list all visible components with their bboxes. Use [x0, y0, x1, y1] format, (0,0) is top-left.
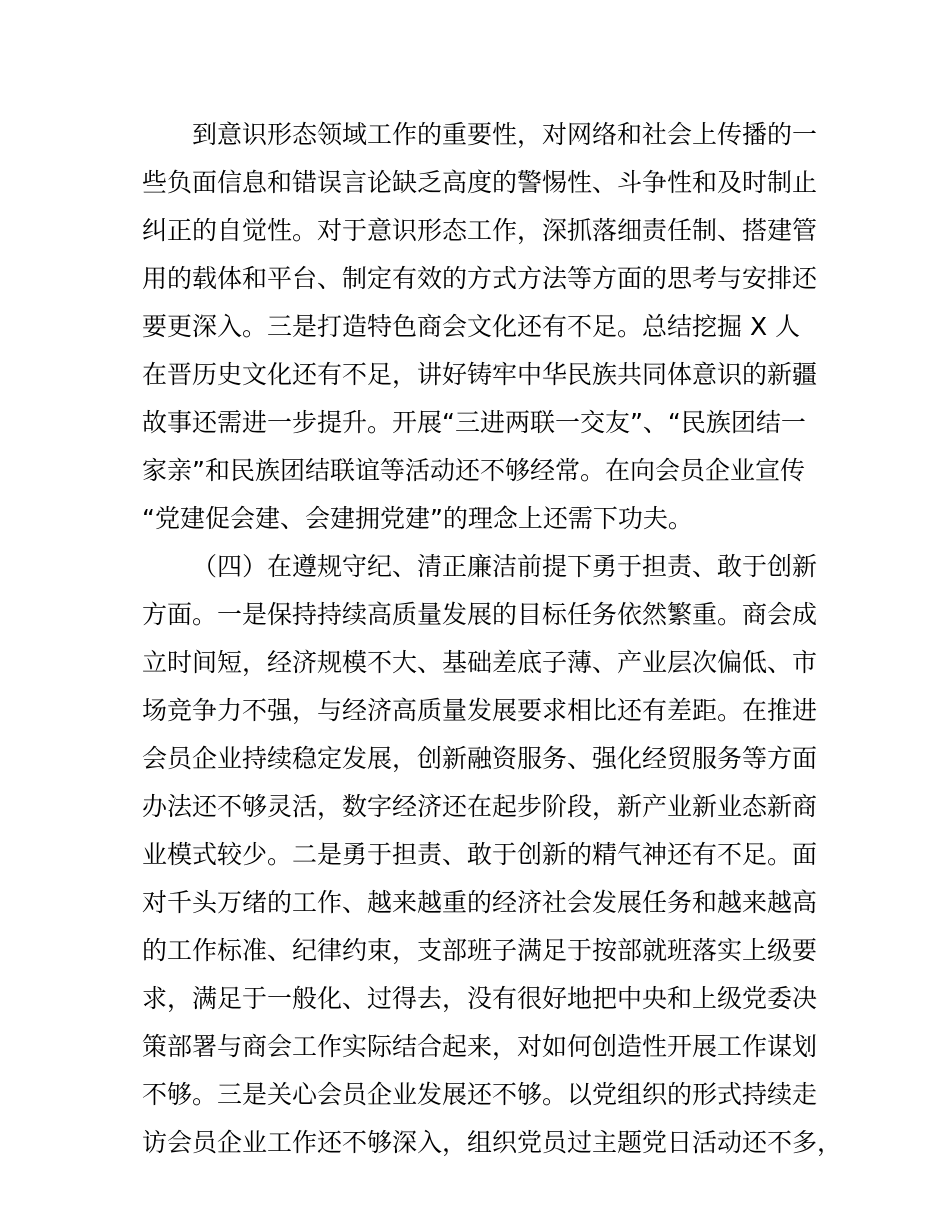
paragraph-2-line-10: 求，满足于一般化、过得去，没有很好地把中央和上级党委决 [142, 984, 818, 1013]
paragraph-2-line-6: 办法还不够灵活，数字经济还在起步阶段，新产业新业态新商 [142, 792, 818, 821]
paragraph-2-line-8: 对千头万绪的工作、越来越重的经济社会发展任务和越来越高 [142, 888, 818, 917]
paragraph-1-line-1: 到意识形态领域工作的重要性，对网络和社会上传播的一 [192, 120, 818, 149]
paragraph-2-line-11: 策部署与商会工作实际结合起来，对如何创造性开展工作谋划 [142, 1032, 818, 1061]
paragraph-2-line-2: 方面。一是保持持续高质量发展的目标任务依然繁重。商会成 [142, 600, 818, 629]
paragraph-2-line-1: （四）在遵规守纪、清正廉洁前提下勇于担责、敢于创新 [192, 552, 818, 581]
paragraph-1-line-6: 在晋历史文化还有不足，讲好铸牢中华民族共同体意识的新疆 [142, 360, 818, 389]
paragraph-1-line-9: “党建促会建、会建拥党建”的理念上还需下功夫。 [142, 504, 693, 533]
paragraph-1-line-4: 用的载体和平台、制定有效的方式方法等方面的思考与安排还 [142, 264, 818, 293]
paragraph-1-line-3: 纠正的自觉性。对于意识形态工作，深抓落细责任制、搭建管 [142, 216, 818, 245]
paragraph-2-line-5: 会员企业持续稳定发展，创新融资服务、强化经贸服务等方面 [142, 744, 818, 773]
paragraph-1-line-7: 故事还需进一步提升。开展“三进两联一交友”、“民族团结一 [142, 408, 806, 437]
paragraph-2-line-12: 不够。三是关心会员企业发展还不够。以党组织的形式持续走 [142, 1080, 818, 1109]
paragraph-2-line-13: 访会员企业工作还不够深入，组织党员过主题党日活动还不多， [142, 1128, 843, 1157]
paragraph-2-line-9: 的工作标准、纪律约束，支部班子满足于按部就班落实上级要 [142, 936, 818, 965]
paragraph-2-line-7: 业模式较少。二是勇于担责、敢于创新的精气神还有不足。面 [142, 840, 818, 869]
paragraph-1-line-5: 要更深入。三是打造特色商会文化还有不足。总结挖掘 X 人 [142, 312, 801, 341]
paragraph-1-line-2: 些负面信息和错误言论缺乏高度的警惕性、斗争性和及时制止 [142, 168, 818, 197]
paragraph-1-line-8: 家亲”和民族团结联谊等活动还不够经常。在向会员企业宣传 [142, 456, 805, 485]
paragraph-2-line-3: 立时间短，经济规模不大、基础差底子薄、产业层次偏低、市 [142, 648, 818, 677]
paragraph-2-line-4: 场竞争力不强，与经济高质量发展要求相比还有差距。在推进 [142, 696, 818, 725]
